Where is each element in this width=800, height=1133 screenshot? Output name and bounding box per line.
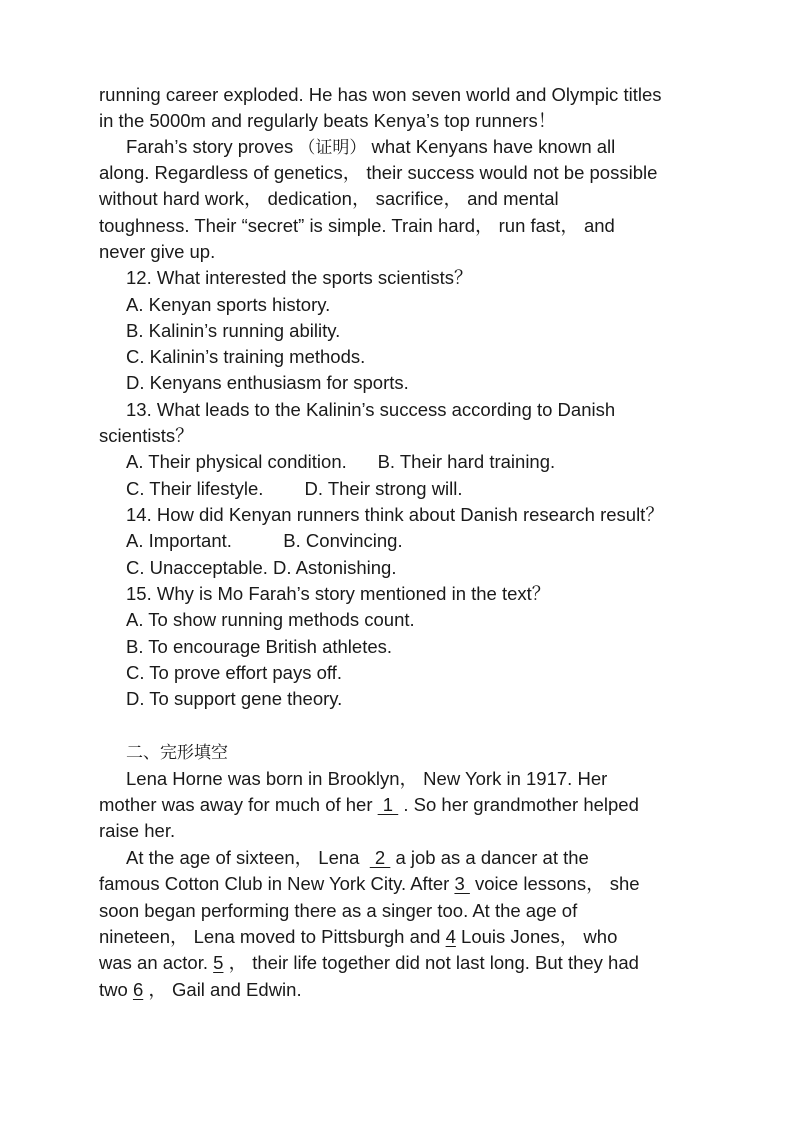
chinese-gloss: （证明）	[298, 138, 367, 158]
answer-option: D. Kenyans enthusiasm for sports.	[126, 372, 409, 393]
passage-line: along. Regardless of genetics， their success would not be possible	[99, 162, 658, 183]
answer-option: A. Kenyan sports history.	[126, 294, 331, 315]
passage-line: never give up.	[99, 241, 216, 262]
answer-option: C. Kalinin’s training methods.	[126, 346, 366, 367]
section-heading: 二、完形填空	[126, 743, 228, 763]
cloze-blank: 1	[377, 794, 399, 815]
question-stem: scientists？	[99, 425, 194, 446]
passage-line: running career exploded. He has won seven world and Olympic titles	[99, 84, 662, 105]
cloze-blank: 4	[445, 926, 456, 947]
cloze-text: ， Gail and Edwin.	[143, 979, 302, 1000]
cloze-line	[99, 924, 617, 950]
cloze-text: a job as a dancer at the	[390, 847, 589, 868]
answer-option: B. To encourage British athletes.	[126, 636, 393, 657]
answer-options-row: C. Their lifestyle. D. Their strong will.	[126, 478, 463, 499]
answer-options-row: C. Unacceptable. D. Astonishing.	[126, 557, 397, 578]
cloze-line	[99, 950, 639, 976]
cloze-blank: 3	[454, 873, 470, 894]
cloze-text: famous Cotton Club in New York City. After	[99, 873, 455, 894]
cloze-line	[99, 792, 639, 818]
passage-line: without hard work， dedication， sacrifice， and mental	[99, 188, 559, 209]
passage-text: what Kenyans have known all	[366, 136, 616, 157]
answer-option: A. To show running methods count.	[126, 609, 415, 630]
question-stem: 13. What leads to the Kalinin’s success according to Danish	[126, 399, 616, 420]
cloze-text: was an actor.	[99, 952, 214, 973]
question-stem: 15. Why is Mo Farah’s story mentioned in the text？	[126, 583, 551, 604]
question-stem: 12. What interested the sports scientists？	[126, 267, 473, 288]
cloze-line: Lena Horne was born in Brooklyn， New York in 1917. Her	[126, 768, 608, 789]
passage-line: in the 5000m and regularly beats Kenya’s top runners！	[99, 110, 557, 131]
cloze-text: Louis Jones， who	[455, 926, 618, 947]
passage-text: Farah’s story proves	[126, 136, 299, 157]
cloze-text: two	[99, 979, 133, 1000]
cloze-blank: 5	[213, 952, 224, 973]
answer-option: D. To support gene theory.	[126, 688, 343, 709]
cloze-text: nineteen， Lena moved to Pittsburgh and	[99, 926, 446, 947]
cloze-line: raise her.	[99, 820, 176, 841]
cloze-line	[99, 871, 640, 897]
cloze-blank: 6	[132, 979, 144, 1000]
cloze-line: soon began performing there as a singer too. At the age of	[99, 900, 578, 921]
cloze-blank: 2	[369, 847, 391, 868]
answer-option: C. To prove effort pays off.	[126, 662, 342, 683]
passage-line	[126, 134, 615, 161]
cloze-line	[126, 845, 589, 871]
cloze-text: ， their life together did not last long. But they had	[223, 952, 639, 973]
cloze-line	[99, 977, 302, 1003]
cloze-text: At the age of sixteen， Lena	[126, 847, 370, 868]
answer-options-row: A. Important. B. Convincing.	[126, 530, 403, 551]
question-stem: 14. How did Kenyan runners think about Danish research result？	[126, 504, 664, 525]
answer-option: B. Kalinin’s running ability.	[126, 320, 341, 341]
cloze-text: mother was away for much of her	[99, 794, 378, 815]
answer-options-row: A. Their physical condition. B. Their hard training.	[126, 451, 556, 472]
cloze-text: . So her grandmother helped	[398, 794, 639, 815]
passage-line: toughness. Their “secret” is simple. Train hard， run fast， and	[99, 215, 615, 236]
cloze-text: voice lessons， she	[469, 873, 640, 894]
